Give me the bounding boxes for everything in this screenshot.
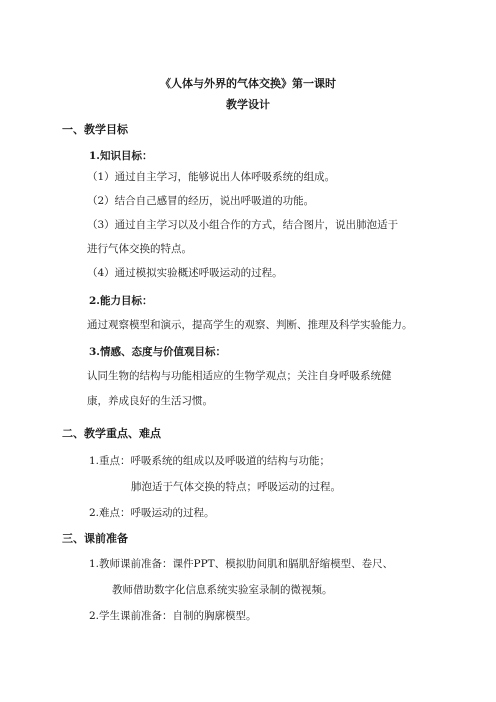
section-heading-preparation: 三、课前准备 [62,532,128,545]
key-points-line: 1.重点：呼吸系统的组成以及呼吸道的结构与功能； [89,455,331,467]
emotion-objectives-heading: 3.情感、态度与价值观目标： [89,346,226,358]
teacher-preparation-line-continuation: 教师借助数字化信息系统实验室录制的微视频。 [112,584,333,596]
teacher-preparation-line: 1.教师课前准备：课件PPT、模拟肋间肌和膈肌舒缩模型、卷尺、 [89,558,394,570]
emotion-objectives-text-continuation: 康，养成良好的生活习惯。 [87,395,213,407]
knowledge-item: （3）通过自主学习以及小组合作的方式，结合图片，说出肺泡适于 [87,219,399,231]
student-preparation-line: 2.学生课前准备：自制的胸廓模型。 [89,610,257,622]
key-points-line-continuation: 肺泡适于气体交换的特点；呼吸运动的过程。 [131,481,341,493]
knowledge-item: （1）通过自主学习，能够说出人体呼吸系统的组成。 [87,171,336,183]
knowledge-objectives-heading: 1.知识目标： [89,150,153,162]
emotion-objectives-text: 认同生物的结构与功能相适应的生物学观点；关注自身呼吸系统健 [87,370,392,382]
section-heading-key-points: 二、教学重点、难点 [62,427,161,440]
ability-objectives-heading: 2.能力目标： [89,295,153,307]
knowledge-item-continuation: 进行气体交换的特点。 [87,243,192,255]
ability-objectives-text: 通过观察模型和演示，提高学生的观察、判断、推理及科学实验能力。 [87,319,413,331]
difficulty-line: 2.难点：呼吸运动的过程。 [89,507,215,519]
section-heading-objectives: 一、教学目标 [62,123,128,136]
document-subtitle: 教学设计 [226,98,270,111]
document-title: 《人体与外界的气体交换》第一课时 [160,77,336,90]
knowledge-item: （2）结合自己感冒的经历，说出呼吸道的功能。 [87,195,315,207]
knowledge-item: （4）通过模拟实验概述呼吸运动的过程。 [87,267,283,279]
